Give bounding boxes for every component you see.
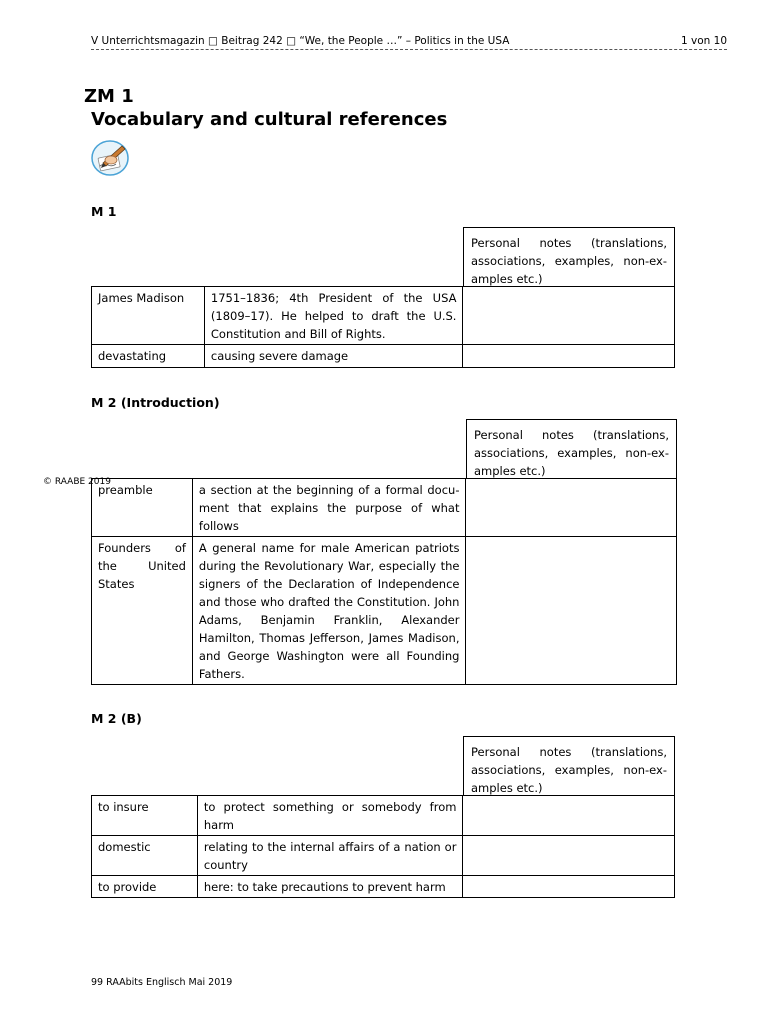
vocab-table-m2-b — [91, 795, 675, 898]
notes-header-m2-intro: Personal notes (translations, associations, examples, non-ex-amples etc.) — [466, 419, 677, 479]
term-cell: James Madison — [92, 287, 205, 345]
definition-cell: causing severe damage — [204, 345, 463, 368]
notes-cell[interactable] — [466, 479, 677, 537]
notes-cell[interactable] — [463, 876, 675, 898]
notes-cell[interactable] — [463, 796, 675, 836]
definition-cell: relating to the internal affairs of a nation or country — [197, 836, 463, 876]
notes-header-m1: Personal notes (translations, associations, examples, non-ex-amples etc.) — [463, 227, 675, 287]
term-cell: to provide — [92, 876, 198, 898]
table-row — [92, 796, 675, 836]
term-cell: preamble — [92, 479, 193, 537]
notes-cell[interactable] — [463, 345, 675, 368]
definition-cell: to protect something or somebody from harm — [197, 796, 463, 836]
table-row — [92, 287, 675, 345]
definition-cell: a section at the beginning of a formal docu-ment that explains the purpose of what follows — [192, 479, 466, 537]
vocab-table-m1 — [91, 286, 675, 368]
page-header — [91, 35, 727, 47]
page-number: 1 von 10 — [680, 35, 727, 47]
page-title: Vocabulary and cultural references — [91, 109, 448, 130]
page-footer: 99 RAAbits Englisch Mai 2019 — [91, 977, 233, 988]
header-rule — [91, 49, 727, 50]
notes-header-m2-b: Personal notes (translations, associations, examples, non-ex-amples etc.) — [463, 736, 675, 796]
section-label-m2-intro: M 2 (Introduction) — [91, 395, 220, 410]
section-label-m1: M 1 — [91, 204, 117, 219]
term-cell: Founders of the United States — [92, 537, 193, 685]
term-cell: domestic — [92, 836, 198, 876]
table-row — [92, 479, 677, 537]
table-row — [92, 876, 675, 898]
definition-cell: A general name for male American patriots during the Revolutionary War, especially the signers of the Declaration of Independence and those who drafted the Constitution. John Adams, Benjamin Franklin, Alexander Hamilton, Thomas Jefferson, James Madison, and George Washington were all Founding Fathers. — [192, 537, 466, 685]
vocab-table-m2-intro — [91, 478, 677, 685]
section-label-m2-b: M 2 (B) — [91, 711, 142, 726]
table-row — [92, 836, 675, 876]
header-left: V Unterrichtsmagazin □ Beitrag 242 □ “We, the People …” – Politics in the USA — [91, 35, 510, 47]
term-cell: devastating — [92, 345, 205, 368]
notes-cell[interactable] — [463, 836, 675, 876]
table-row — [92, 345, 675, 368]
writing-hand-icon — [91, 139, 131, 177]
notes-cell[interactable] — [463, 287, 675, 345]
definition-cell: here: to take precautions to prevent harm — [197, 876, 463, 898]
table-row — [92, 537, 677, 685]
material-code: ZM 1 — [84, 86, 134, 107]
term-cell: to insure — [92, 796, 198, 836]
copyright-notice: © RAABE 2019 — [43, 477, 111, 487]
definition-cell: 1751–1836; 4th President of the USA (1809–17). He helped to draft the U.S. Constitution and Bill of Rights. — [204, 287, 463, 345]
notes-cell[interactable] — [466, 537, 677, 685]
